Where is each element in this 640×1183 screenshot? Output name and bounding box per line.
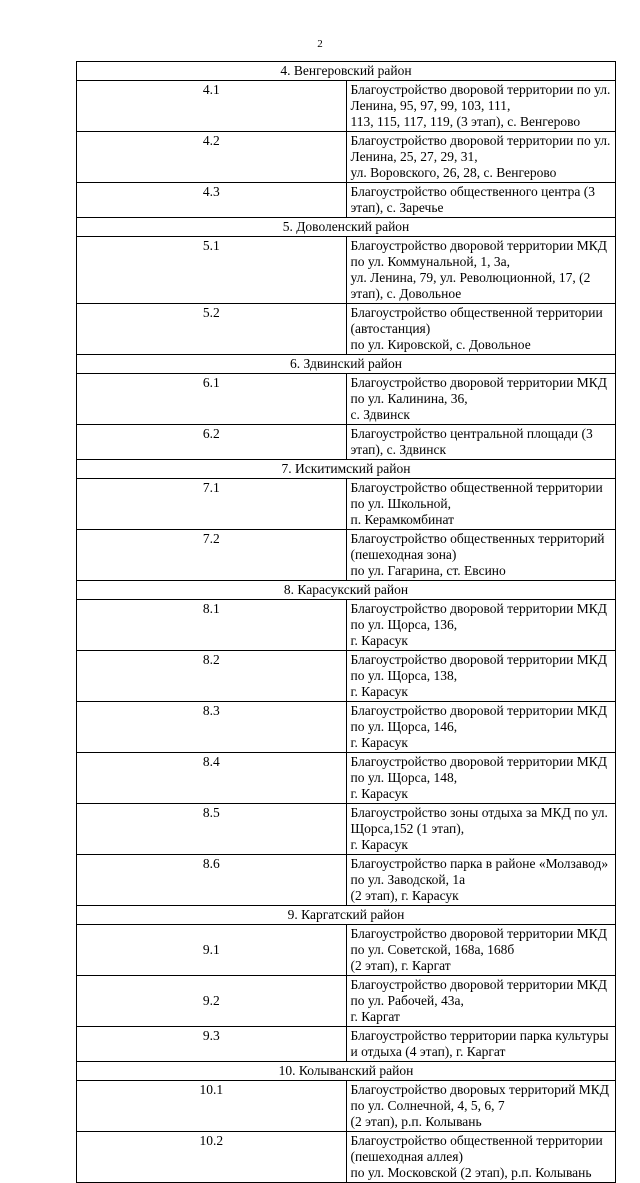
district-heading-row [77, 355, 616, 374]
item-description: Благоустройство дворовых территорий МКД по ул. Солнечной, 4, 5, 6, 7 (2 этап), р.п. Колывань [346, 1081, 616, 1132]
item-number: 6.2 [77, 425, 347, 460]
table-body [77, 62, 616, 1183]
item-number: 8.6 [77, 855, 347, 906]
district-heading-row [77, 218, 616, 237]
item-description: Благоустройство дворовой территории по ул. Ленина, 95, 97, 99, 103, 111, 113, 115, 117, 119, (3 этап), с. Венгерово [346, 81, 616, 132]
item-description: Благоустройство дворовой территории МКД по ул. Коммунальной, 1, 3а, ул. Ленина, 79, ул. Революционной, 17, (2 этап), с. Довольное [346, 237, 616, 304]
item-description: Благоустройство общественной территории (автостанция) по ул. Кировской, с. Довольное [346, 304, 616, 355]
item-number: 8.3 [77, 702, 347, 753]
item-description: Благоустройство дворовой территории МКД по ул. Калинина, 36, с. Здвинск [346, 374, 616, 425]
item-description: Благоустройство общественного центра (3 этап), с. Заречье [346, 183, 616, 218]
item-description: Благоустройство территории парка культуры и отдыха (4 этап), г. Каргат [346, 1027, 616, 1062]
table-row [77, 855, 616, 906]
item-number: 9.3 [77, 1027, 347, 1062]
item-description: Благоустройство общественной территории (пешеходная аллея) по ул. Московской (2 этап), р.п. Колывань [346, 1132, 616, 1183]
table-row [77, 925, 616, 976]
item-number: 5.1 [77, 237, 347, 304]
item-number: 8.2 [77, 651, 347, 702]
district-heading: 8. Карасукский район [77, 581, 616, 600]
table-row [77, 753, 616, 804]
item-description: Благоустройство дворовой территории МКД по ул. Щорса, 136, г. Карасук [346, 600, 616, 651]
item-number: 9.2 [77, 976, 347, 1027]
table-row [77, 976, 616, 1027]
item-description: Благоустройство дворовой территории МКД по ул. Рабочей, 43а, г. Каргат [346, 976, 616, 1027]
table-row [77, 1132, 616, 1183]
table-row [77, 651, 616, 702]
item-number: 5.2 [77, 304, 347, 355]
item-number: 4.3 [77, 183, 347, 218]
item-number: 8.4 [77, 753, 347, 804]
item-number: 10.1 [77, 1081, 347, 1132]
district-heading: 9. Каргатский район [77, 906, 616, 925]
table-row [77, 183, 616, 218]
table-row [77, 702, 616, 753]
table-row [77, 425, 616, 460]
item-description: Благоустройство дворовой территории МКД по ул. Щорса, 138, г. Карасук [346, 651, 616, 702]
item-number: 8.5 [77, 804, 347, 855]
district-heading: 4. Венгеровский район [77, 62, 616, 81]
district-heading: 6. Здвинский район [77, 355, 616, 374]
item-description: Благоустройство дворовой территории МКД по ул. Щорса, 148, г. Карасук [346, 753, 616, 804]
table-row [77, 132, 616, 183]
item-number: 10.2 [77, 1132, 347, 1183]
item-description: Благоустройство общественной территории по ул. Школьной, п. Керамкомбинат [346, 479, 616, 530]
district-heading: 10. Колыванский район [77, 1062, 616, 1081]
item-number: 9.1 [77, 925, 347, 976]
improvement-plan-table [76, 61, 616, 1183]
district-heading-row [77, 1062, 616, 1081]
item-description: Благоустройство дворовой территории МКД по ул. Щорса, 146, г. Карасук [346, 702, 616, 753]
table-row [77, 237, 616, 304]
table-row [77, 81, 616, 132]
table-row [77, 479, 616, 530]
item-number: 7.1 [77, 479, 347, 530]
table-row [77, 600, 616, 651]
district-heading-row [77, 581, 616, 600]
district-heading: 5. Доволенский район [77, 218, 616, 237]
district-heading-row [77, 906, 616, 925]
table-row [77, 304, 616, 355]
table-row [77, 374, 616, 425]
district-heading: 7. Искитимский район [77, 460, 616, 479]
table-row [77, 1027, 616, 1062]
item-description: Благоустройство центральной площади (3 этап), с. Здвинск [346, 425, 616, 460]
district-heading-row [77, 460, 616, 479]
item-number: 6.1 [77, 374, 347, 425]
item-number: 7.2 [77, 530, 347, 581]
item-description: Благоустройство дворовой территории МКД по ул. Советской, 168а, 168б (2 этап), г. Каргат [346, 925, 616, 976]
table-row [77, 530, 616, 581]
item-number: 4.1 [77, 81, 347, 132]
page-number: 2 [317, 38, 323, 50]
district-heading-row [77, 62, 616, 81]
item-number: 8.1 [77, 600, 347, 651]
table-row [77, 1081, 616, 1132]
item-description: Благоустройство дворовой территории по ул. Ленина, 25, 27, 29, 31, ул. Воровского, 26, 28, с. Венгерово [346, 132, 616, 183]
item-description: Благоустройство зоны отдыха за МКД по ул. Щорса,152 (1 этап), г. Карасук [346, 804, 616, 855]
item-number: 4.2 [77, 132, 347, 183]
table-row [77, 804, 616, 855]
item-description: Благоустройство парка в районе «Молзавод» по ул. Заводской, 1а (2 этап), г. Карасук [346, 855, 616, 906]
item-description: Благоустройство общественных территорий (пешеходная зона) по ул. Гагарина, ст. Евсино [346, 530, 616, 581]
